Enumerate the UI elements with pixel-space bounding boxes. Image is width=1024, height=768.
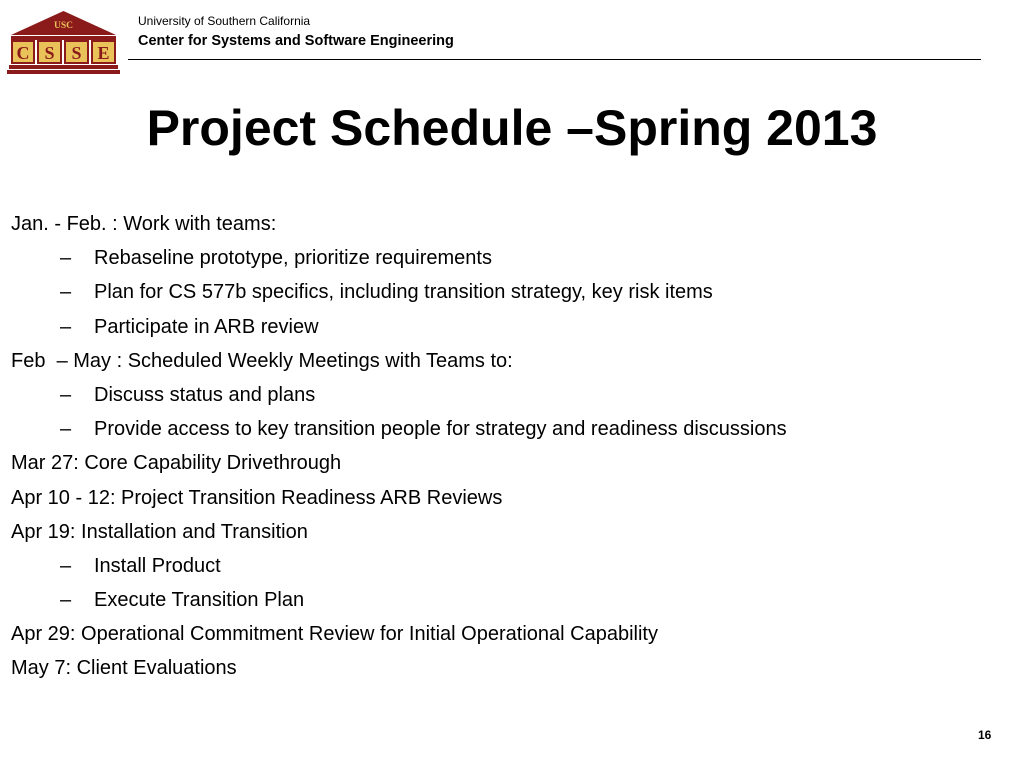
item-text: Mar 27: Core Capability Drivethrough [11, 452, 342, 475]
schedule-subitem [0, 412, 1024, 446]
item-text: May 7: Client Evaluations [11, 657, 237, 680]
item-text: Plan for CS 577b specifics, including transition strategy, key risk items [94, 281, 713, 304]
bullet-dash: – [60, 554, 72, 577]
header-divider [128, 59, 981, 60]
item-text: Apr 29: Operational Commitment Review for Initial Operational Capability [11, 623, 658, 646]
usc-csse-logo [7, 9, 120, 75]
svg-text:USC: USC [53, 21, 74, 31]
svg-text:S: S [44, 43, 55, 63]
item-text: Apr 19: Installation and Transition [11, 520, 308, 543]
schedule-subitem [0, 275, 1024, 309]
svg-text:S: S [71, 43, 82, 63]
schedule-item [0, 344, 1024, 378]
item-text: Jan. - Feb. : Work with teams: [11, 213, 277, 235]
item-text: Rebaseline prototype, prioritize requirements [94, 247, 492, 270]
item-text: Install Product [94, 554, 221, 577]
item-text: Feb – May : Scheduled Weekly Meetings with Teams to: [11, 349, 513, 372]
schedule-item [0, 515, 1024, 549]
item-text: Execute Transition Plan [94, 589, 305, 612]
schedule-item [0, 651, 1024, 685]
item-text: Apr 10 - 12: Project Transition Readiness ARB Reviews [11, 486, 503, 509]
page-number: 16 [978, 728, 992, 742]
university-name: University of Southern California [138, 14, 311, 28]
svg-text:E: E [97, 43, 110, 63]
schedule-item [0, 207, 1024, 241]
slide-title: Project Schedule –Spring 2013 [146, 100, 878, 156]
center-name: Center for Systems and Software Engineering [138, 33, 454, 49]
bullet-dash: – [60, 589, 72, 612]
item-text: Discuss status and plans [94, 383, 316, 406]
svg-text:C: C [16, 43, 30, 63]
bullet-dash: – [60, 247, 72, 270]
schedule-subitem [0, 583, 1024, 617]
item-text: Participate in ARB review [94, 315, 319, 338]
schedule-subitem [0, 310, 1024, 344]
bullet-dash: – [60, 281, 72, 304]
item-text: Provide access to key transition people for strategy and readiness discussions [94, 418, 787, 441]
schedule-item [0, 446, 1024, 480]
schedule-list [0, 207, 1024, 686]
bullet-dash: – [60, 383, 72, 406]
bullet-dash: – [60, 315, 72, 338]
schedule-subitem [0, 241, 1024, 275]
schedule-subitem [0, 549, 1024, 583]
schedule-subitem [0, 378, 1024, 412]
schedule-item [0, 617, 1024, 651]
schedule-item [0, 481, 1024, 515]
bullet-dash: – [60, 418, 72, 441]
